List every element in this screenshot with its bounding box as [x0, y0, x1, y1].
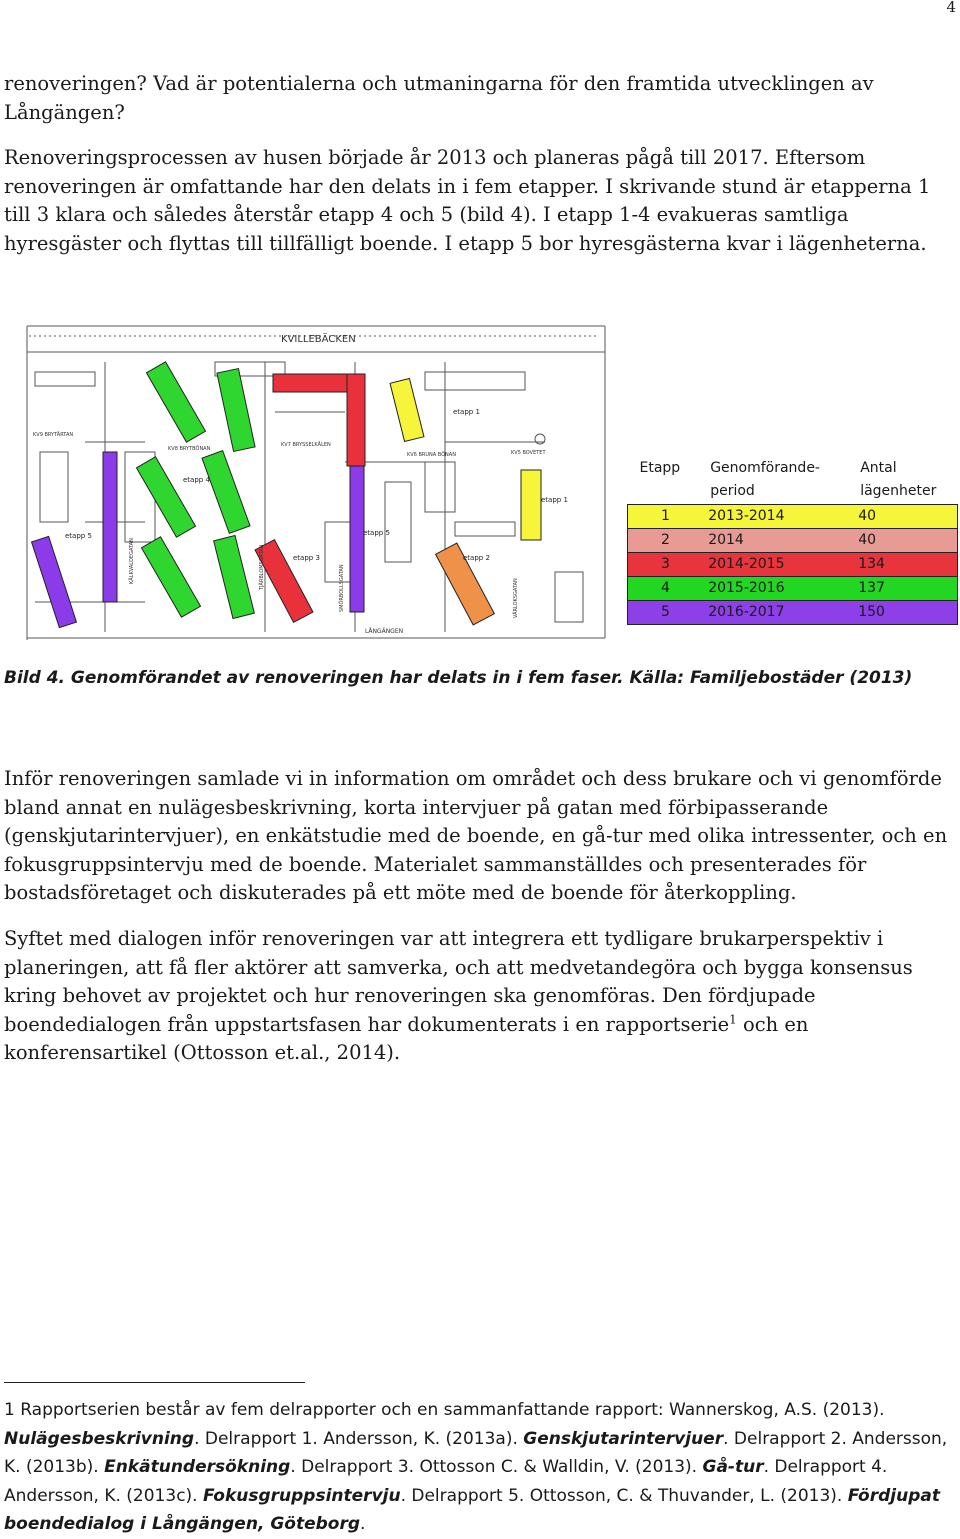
paragraph-dialog-text-end: och en konferensartikel (Ottosson et.al., 2014).	[4, 1012, 809, 1064]
legend-period: 2013-2014	[708, 508, 785, 524]
figure-caption: Bild 4. Genomförandet av renoveringen har delats in i fem faser. Källa: Familjebostäder (2013)	[4, 668, 913, 688]
footnote-title: Fokusgruppsintervju	[202, 1485, 401, 1506]
map-etapp-label-5: etapp 5	[363, 529, 390, 537]
footnote-title: Nulägesbeskrivning	[4, 1428, 195, 1449]
footnote-text: . Delrapport 3. Ottosson C. & Walldin, V. (2013).	[290, 1457, 703, 1477]
legend-etapp: 1	[661, 508, 670, 524]
legend-antal: 134	[858, 556, 885, 572]
footnote-text: .	[360, 1514, 366, 1534]
footnote-text: . Delrapport 1. Andersson, K. (2013a).	[194, 1428, 524, 1449]
paragraph-dialog-text: Syftet med dialogen inför renoveringen var att integrera ett tydligare brukarperspektiv i planeringen, att få fler aktörer att samverka, och att medvetandegöra och bygga konsensus kring behovet av projektet och hur renoveringen ska genomföras. Den fördjupade boendedialogen från uppstartsfasen har dokumenterats i en rapportserie	[4, 927, 913, 1036]
map-street-label-3: SMÖRBOLLSGATAN	[339, 564, 345, 612]
map-block-label-kv5: KV5 BOVETET	[511, 450, 546, 456]
legend-antal: 137	[858, 580, 885, 596]
map-bottom-label: LÅNGÄNGEN	[365, 628, 404, 635]
legend-period: 2014	[708, 532, 744, 548]
footnote-text: . Delrapport 5. Ottosson, C. & Thuvander, L. (2013).	[400, 1485, 848, 1506]
map-etapp-label-5b: etapp 5	[65, 532, 92, 540]
map-etapp-label-1b: etapp 1	[541, 496, 568, 504]
footnote-text: . Delrapport 2. Andersson, K. (2013b).	[4, 1428, 948, 1477]
legend-row	[628, 577, 958, 601]
legend-header-etapp: Etapp	[639, 460, 681, 476]
paragraph-intro: renoveringen? Vad är potentialerna och utmaningarna för den framtida utvecklingen av Långängen?	[4, 72, 874, 124]
legend-row	[628, 505, 958, 529]
legend-header-antal: Antal lägenheter	[860, 460, 937, 499]
map-street-label-4: VÄRLOKSGATAN	[513, 578, 519, 618]
map-etapp-label-3: etapp 3	[293, 554, 320, 562]
footnote-text: 1 Rapportserien består av fem delrapporter och en sammanfattande rapport: Wannerskog, A.S. (2013).	[4, 1400, 885, 1420]
legend-period: 2015-2016	[708, 580, 785, 596]
map-top-label: KVILLEBÄCKEN	[281, 334, 356, 345]
page-number: 4	[946, 0, 956, 16]
map-street-label-1: KÅLKVALDEGATAN	[129, 538, 135, 584]
map-etapp-label-1: etapp 1	[453, 408, 480, 416]
etapp-legend-table	[627, 455, 958, 625]
site-map	[25, 322, 609, 642]
legend-header-period: Genomförande- period	[710, 460, 820, 499]
map-block-label-kv6: KV6 BRUNA BÖNAN	[407, 452, 456, 458]
legend-antal: 150	[858, 604, 885, 620]
map-block-label-kv9: KV9 BRYTÄRTAN	[33, 432, 74, 438]
legend-etapp: 4	[661, 580, 670, 596]
legend-etapp: 2	[661, 532, 670, 548]
paragraph-renovation-process: Renoveringsprocessen av husen började år 2013 och planeras pågå till 2017. Eftersom renoveringen är omfattande har den delats in i fem etapper. I skrivande stund är etapperna 1 till 3 klara och således återstår etapp 4 och 5 (bild 4). I etapp 1-4 evakueras samtliga hyresgäster och flyttas till tillfälligt boende. I etapp 5 bor hyresgästerna kvar i lägenheterna.	[4, 146, 931, 255]
footnote-text: . Delrapport 4. Andersson, K. (2013c).	[4, 1457, 888, 1506]
map-etapp-label-2: etapp 2	[463, 554, 490, 562]
paragraph-dialog-purpose	[4, 925, 956, 1068]
footnote-ref: 1	[729, 1012, 737, 1026]
map-block-label-kv7: KV7 BRYSSELKÅLEN	[281, 442, 331, 448]
footnote-title: Fördjupat boendedialog i Långängen, Göteborg	[4, 1485, 940, 1534]
footnote-title: Enkätundersökning	[104, 1457, 291, 1477]
legend-row	[628, 601, 958, 625]
legend-row	[628, 553, 958, 577]
legend-antal: 40	[858, 508, 877, 524]
legend-row	[628, 529, 958, 553]
paragraph-information-gathering: Inför renoveringen samlade vi in information om området och dess brukare och vi genomförde bland annat en nulägesbeskrivning, korta intervjuer på gatan med förbipasserande (genskjutarintervjuer), en enkätstudie med de boende, en gå-tur med olika intressenter, och en fokusgruppsintervju med de boende. Materialet sammanställdes och presenterades för bostadsföretaget och diskuterades på ett möte med de boende för återkoppling.	[4, 767, 948, 904]
legend-etapp: 5	[661, 604, 670, 620]
legend-etapp: 3	[661, 556, 670, 572]
map-block-label-kv8: KV8 BRYTBÖNAN	[168, 446, 211, 452]
legend-period: 2014-2015	[708, 556, 785, 572]
footnote-separator	[4, 1382, 305, 1383]
map-etapp-label-4: etapp 4	[183, 476, 210, 484]
legend-header-row	[628, 455, 958, 505]
footnote	[4, 1396, 949, 1539]
legend-antal: 40	[858, 532, 877, 548]
map-street-label-2: TJÄRBLOMSGATAN	[259, 544, 265, 590]
footnote-title: Gå-tur	[702, 1457, 764, 1477]
footnote-title: Genskjutarintervjuer	[523, 1428, 724, 1449]
legend-period: 2016-2017	[708, 604, 785, 620]
